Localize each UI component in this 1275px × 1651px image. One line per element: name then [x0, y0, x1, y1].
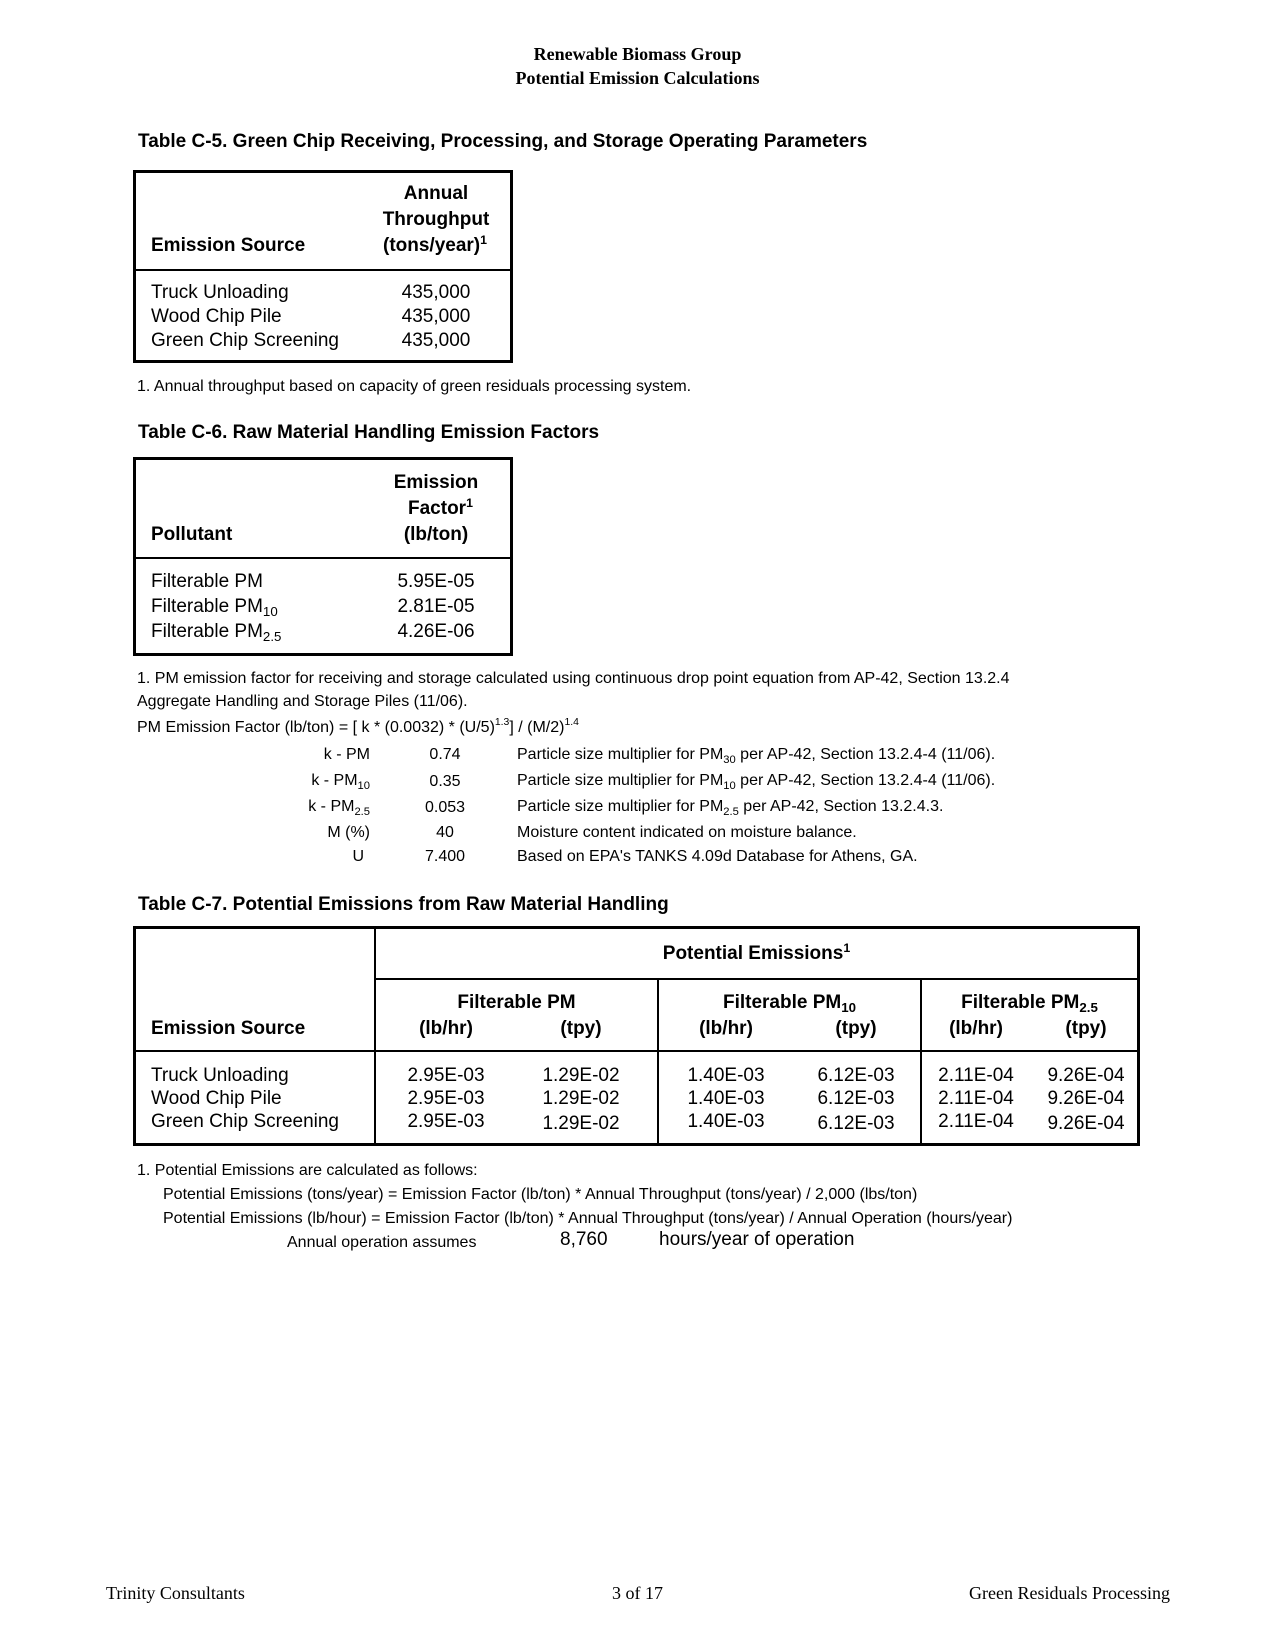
document-subtitle: Potential Emission Calculations [515, 68, 760, 88]
table-cell: 9.26E-04 [1047, 1113, 1125, 1134]
table-cell: 4.26E-06 [397, 621, 475, 642]
footer-left: Trinity Consultants [106, 1583, 245, 1603]
table-c5 [133, 170, 513, 363]
table-c7-header-divider [136, 1050, 1137, 1052]
table-c7-unit-tpy: (tpy) [1065, 1018, 1107, 1039]
table-row: Wood Chip Pile [151, 306, 282, 327]
footer-page-number: 3 of 17 [612, 1583, 663, 1603]
table-cell: 435,000 [401, 330, 471, 351]
annual-operation-unit: hours/year of operation [659, 1229, 855, 1250]
table-c7-divider [374, 978, 1137, 980]
table-cell: 2.11E-04 [938, 1088, 1014, 1109]
table-c6-footnote-line2: Aggregate Handling and Storage Piles (11/06). [137, 693, 468, 710]
param-description: Particle size multiplier for $PM_{10}$ per AP-42, Section 13.2.4-4 (11/06). [517, 772, 996, 792]
table-cell: 2.95E-03 [407, 1088, 485, 1109]
param-description: Particle size multiplier for $PM_{2.5}$ per AP-42, Section 13.2.4.3. [517, 798, 944, 818]
table-row: Green Chip Screening [151, 330, 339, 351]
table-c5-footnote: 1. Annual throughput based on capacity of green residuals processing system. [137, 378, 692, 395]
param-description: Moisture content indicated on moisture balance. [517, 824, 857, 841]
table-cell: 6.12E-03 [817, 1088, 895, 1109]
table-c7-header-pm: Filterable PM [457, 992, 576, 1013]
table-row: Truck Unloading [151, 1065, 289, 1086]
table-cell: 1.29E-02 [542, 1065, 620, 1086]
param-value: 40 [436, 824, 454, 841]
param-value: 7.400 [424, 848, 466, 865]
table-cell: 2.11E-04 [938, 1065, 1014, 1086]
table-c6-header-divider [136, 557, 510, 559]
table-cell: 9.26E-04 [1047, 1088, 1125, 1109]
table-c7-unit-tpy: (tpy) [560, 1018, 602, 1039]
table-cell: 1.40E-03 [687, 1065, 765, 1086]
table-c6 [133, 457, 513, 656]
table-row: Wood Chip Pile [151, 1088, 282, 1109]
param-value: 0.74 [429, 746, 461, 763]
table-c7-unit-tpy: (tpy) [835, 1018, 877, 1039]
table-c6-header-factor-3: (lb/ton) [403, 524, 469, 545]
table-c7 [133, 926, 1140, 1146]
table-c5-header-source: Emission Source [151, 235, 306, 256]
table-cell: 1.29E-02 [542, 1088, 620, 1109]
table-row: Truck Unloading [151, 282, 289, 303]
table-cell: 1.40E-03 [687, 1088, 765, 1109]
table-cell: 2.95E-03 [407, 1065, 485, 1086]
table-row: Green Chip Screening [151, 1111, 339, 1132]
param-label: U [352, 848, 364, 865]
table-c6-header-factor-2: Factor$^1$ [408, 496, 473, 519]
annual-operation-value: 8,760 [560, 1229, 608, 1250]
table-cell: 435,000 [401, 282, 471, 303]
param-value: 0.35 [429, 773, 461, 790]
table-c6-header-factor-1: Emission [393, 472, 479, 493]
table-c5-header-throughput-3: (tons/year)$^1$ [383, 233, 488, 256]
param-label: k - PM [323, 746, 370, 763]
table-c7-group-header: Potential Emissions$^1$ [662, 941, 851, 964]
param-value: 0.053 [424, 799, 466, 816]
table-c5-header-throughput-1: Annual [403, 183, 469, 204]
table-cell: 1.40E-03 [687, 1111, 765, 1132]
table-c5-header-divider [136, 269, 510, 271]
table-cell: 6.12E-03 [817, 1113, 895, 1134]
table-c6-title: Table C-6. Raw Material Handling Emission Factors [138, 422, 600, 443]
table-c6-footnote-line1: 1. PM emission factor for receiving and storage calculated using continuous drop point equation from AP-42, Section 13.2.4 [137, 670, 1010, 687]
table-row: Filterable $PM_{10}$ [151, 596, 278, 619]
param-label: k - $PM_{2.5}$ [308, 798, 370, 818]
table-row: Filterable PM [151, 571, 263, 592]
table-cell: 2.81E-05 [397, 596, 475, 617]
table-c7-header-source: Emission Source [151, 1018, 306, 1039]
table-cell: 9.26E-04 [1047, 1065, 1125, 1086]
table-c7-unit-lbhr: (lb/hr) [699, 1018, 753, 1039]
table-c6-header-pollutant: Pollutant [151, 524, 233, 545]
table-cell: 6.12E-03 [817, 1065, 895, 1086]
table-row: Filterable $PM_{2.5}$ [151, 621, 282, 644]
table-cell: 2.95E-03 [407, 1111, 485, 1132]
table-cell: 435,000 [401, 306, 471, 327]
pm-emission-equation: PM Emission Factor (lb/ton) = [ k * $(0.0032) * (U/5)^{1.3}] / (M/2)^{1.4}$ [137, 717, 579, 736]
table-c7-footnote-line2: Potential Emissions (tons/year) = Emission Factor (lb/ton) * Annual Throughput (tons/year) / 2,000 (lbs/ton) [163, 1186, 918, 1203]
table-cell: 1.29E-02 [542, 1113, 620, 1134]
table-cell: 5.95E-05 [397, 571, 475, 592]
table-c7-header-pm25: Filterable $PM_{2.5}$ [961, 992, 1098, 1015]
table-c7-unit-lbhr: (lb/hr) [419, 1018, 473, 1039]
table-c5-header-throughput-2: Throughput [382, 209, 490, 230]
table-c5-title: Table C-5. Green Chip Receiving, Processing, and Storage Operating Parameters [138, 131, 868, 152]
table-cell: 2.11E-04 [938, 1111, 1014, 1132]
table-c7-title: Table C-7. Potential Emissions from Raw Material Handling [138, 894, 669, 915]
param-description: Particle size multiplier for $PM_{30}$ per AP-42, Section 13.2.4-4 (11/06). [517, 746, 996, 766]
annual-operation-label: Annual operation assumes [287, 1234, 477, 1251]
table-c7-unit-lbhr: (lb/hr) [949, 1018, 1003, 1039]
param-label: M (%) [327, 824, 370, 841]
table-c7-header-pm10: Filterable $PM_{10}$ [722, 992, 857, 1015]
footer-right: Green Residuals Processing [969, 1583, 1170, 1603]
table-c7-footnote-line1: 1. Potential Emissions are calculated as follows: [137, 1162, 478, 1179]
param-description: Based on EPA's TANKS 4.09d Database for Athens, GA. [517, 848, 918, 865]
param-label: k - $PM_{10}$ [311, 772, 370, 792]
document-company: Renewable Biomass Group [533, 44, 742, 64]
table-c7-footnote-line3: Potential Emissions (lb/hour) = Emission Factor (lb/ton) * Annual Throughput (tons/year) / Annual Operation (hours/year) [163, 1210, 1013, 1227]
